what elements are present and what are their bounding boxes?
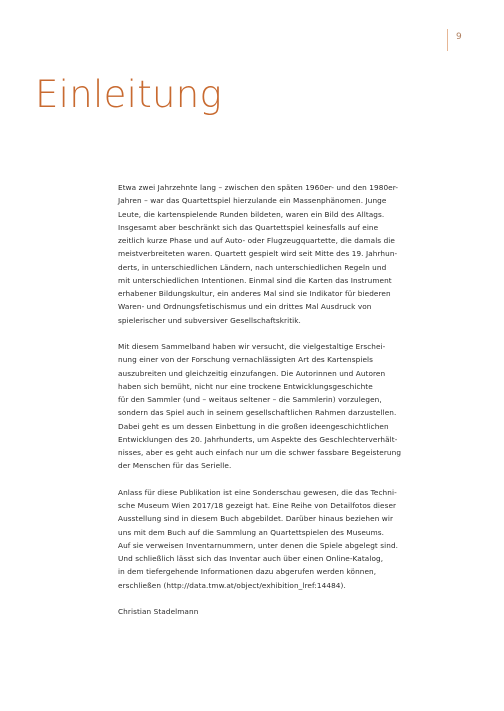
text-line: Insgesamt aber beschränkt sich das Quartettspiel keinesfalls auf eine (118, 222, 379, 232)
text-line: erschließen (http://data.tmw.at/object/exhibition_lref:14484). (118, 580, 346, 590)
page-number-rule (447, 29, 448, 51)
text-line: uns mit dem Buch auf die Sammlung an Quartettspielen des Museums. (118, 527, 385, 537)
text-line: mit unterschiedlichen Intentionen. Einmal sind die Karten das Instrument (118, 275, 392, 285)
paragraph-gap (118, 592, 470, 605)
text-line: der Menschen für das Serielle. (118, 461, 232, 471)
paragraph-3 (118, 486, 470, 592)
paragraph-2 (118, 340, 470, 473)
author-signature (118, 605, 470, 618)
paragraph-gap (118, 473, 470, 486)
text-line: auszubreiten und gleichzeitig einzufangen. Die Autorinnen und Autoren (118, 368, 386, 378)
text-line: Etwa zwei Jahrzehnte lang – zwischen den späten 1960er- und den 1980er- (118, 183, 399, 192)
text-line: Leute, die kartenspielende Runden bildeten, waren ein Bild des Alltags. (118, 209, 385, 219)
text-line: in dem tiefergehende Informationen dazu abgerufen werden können, (118, 567, 377, 577)
text-line: Mit diesem Sammelband haben wir versucht, die vielgestaltige Erschei- (118, 342, 386, 351)
text-line: Und schließlich lässt sich das Inventar auch über einen Online-Katalog, (118, 554, 384, 563)
text-line: Entwicklungen des 20. Jahrhunderts, um Aspekte des Geschlechterverhält- (118, 434, 398, 444)
text-line: spielerischer und subversiver Gesellschaftskritik. (118, 315, 301, 325)
chapter-title: Einleitung (35, 73, 223, 116)
text-line: nung einer von der Forschung vernachlässigten Art des Kartenspiels (118, 355, 374, 365)
paragraph-1 (118, 181, 470, 327)
text-line: Ausstellung sind in diesem Buch abgebildet. Darüber hinaus beziehen wir (118, 514, 394, 524)
text-line: zeitlich kurze Phase und auf Auto- oder Flugzeugquartette, die damals die (118, 236, 395, 245)
text-line: Auf sie verweisen Inventarnummern, unter denen die Spiele abgelegt sind. (118, 540, 399, 550)
text-line: erhabener Bildungskultur, ein anderes Mal sind sie Indikator für biederen (118, 289, 391, 298)
text-line: sondern das Spiel auch in seinem gesellschaftlichen Rahmen darzustellen. (118, 408, 397, 418)
text-line: nisses, aber es geht auch einfach nur um die schwer fassbare Begeisterung (118, 448, 402, 457)
text-line: haben sich bemüht, nicht nur eine trockene Entwicklungsgeschichte (118, 381, 373, 391)
author-name: Christian Stadelmann (118, 607, 199, 616)
page-number: 9 (456, 32, 462, 42)
text-line: Dabei geht es um dessen Einbettung in die großen ideengeschichtlichen (118, 421, 389, 431)
text-line: meistverbreiteten waren. Quartett gespielt wird seit Mitte des 19. Jahrhun- (118, 249, 398, 259)
text-line: Jahren – war das Quartettspiel hierzulande ein Massenphänomen. Junge (118, 196, 387, 206)
text-line: sche Museum Wien 2017/18 gezeigt hat. Eine Reihe von Detailfotos dieser (118, 501, 397, 510)
text-line: Waren- und Ordnungsfetischismus und ein drittes Mal Ausdruck von (118, 302, 372, 312)
text-line: Anlass für diese Publikation ist eine Sonderschau gewesen, die das Techni- (118, 487, 397, 497)
text-line: für den Sammler (und – weitaus seltener – die Sammlerin) vorzulegen, (118, 395, 382, 404)
paragraph-gap (118, 327, 470, 340)
body-text (118, 181, 470, 618)
text-line: derts, in unterschiedlichen Ländern, nach unterschiedlichen Regeln und (118, 262, 387, 272)
